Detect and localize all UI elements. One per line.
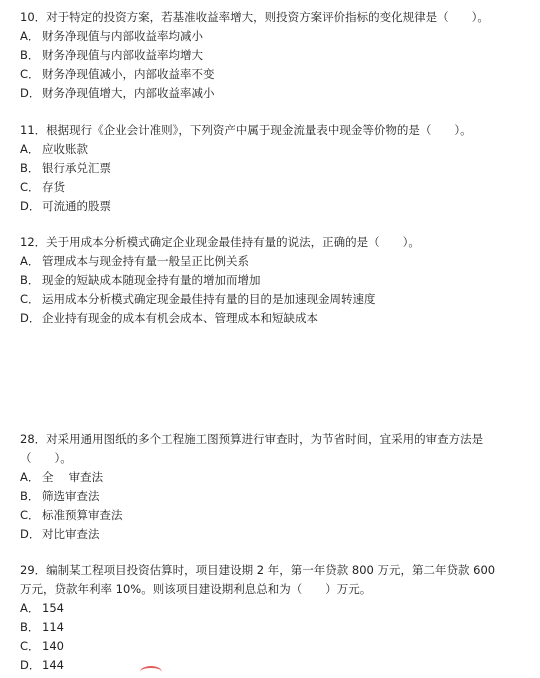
option-letter: A． — [20, 601, 40, 615]
option-text: 现金的短缺成本随现金持有量的增加而增加 — [42, 273, 261, 287]
option-text: 可流通的股票 — [42, 199, 111, 213]
option-c — [20, 65, 535, 84]
option-letter: A． — [20, 29, 40, 43]
option-text: 标准预算审查法 — [42, 508, 123, 522]
option-c — [20, 637, 535, 656]
option-text: 存货 — [42, 180, 65, 194]
option-d — [20, 197, 535, 216]
option-c — [20, 506, 535, 525]
option-a — [20, 599, 535, 618]
option-letter: A． — [20, 470, 40, 484]
option-letter: D． — [20, 86, 41, 100]
question-stem-line-1: 29．编制某工程项目投资估算时，项目建设期 2 年，第一年贷款 800 万元，第二年贷款 600 — [20, 563, 496, 577]
option-text: 企业持有现金的成本有机会成本、管理成本和短缺成本 — [42, 311, 318, 325]
option-text: 财务净现值与内部收益率均增大 — [42, 48, 203, 62]
option-text: 筛选审查法 — [42, 489, 100, 503]
question-stem: 12．关于用成本分析模式确定企业现金最佳持有量的说法，正确的是（ ）。 — [20, 235, 420, 249]
option-text: 财务净现值增大，内部收益率减小 — [42, 86, 215, 100]
option-d — [20, 525, 535, 544]
option-a — [20, 252, 535, 271]
option-letter: B． — [20, 489, 40, 503]
red-arc-mark — [140, 666, 162, 678]
option-text: 140 — [42, 639, 64, 653]
question-11 — [20, 121, 535, 216]
option-b — [20, 487, 535, 506]
option-letter: D． — [20, 527, 41, 541]
option-letter: A． — [20, 142, 40, 156]
option-letter: B． — [20, 161, 40, 175]
option-text: 应收账款 — [42, 142, 88, 156]
question-29 — [20, 561, 535, 675]
option-text: 154 — [42, 601, 64, 615]
option-b — [20, 46, 535, 65]
option-letter: D． — [20, 199, 41, 213]
option-letter: C． — [20, 180, 40, 194]
option-d — [20, 309, 535, 328]
option-b — [20, 618, 535, 637]
option-c — [20, 178, 535, 197]
question-stem-line-2: （ ）。 — [20, 451, 72, 465]
option-letter: B． — [20, 620, 40, 634]
option-letter: D． — [20, 311, 41, 325]
option-letter: B． — [20, 48, 40, 62]
question-stem: 11．根据现行《企业会计准则》，下列资产中属于现金流量表中现金等价物的是（ ）。 — [20, 123, 472, 137]
option-a — [20, 468, 535, 487]
option-b — [20, 159, 535, 178]
option-text: 对比审查法 — [42, 527, 100, 541]
question-28 — [20, 430, 535, 544]
question-stem: 10．对于特定的投资方案，若基准收益率增大，则投资方案评价指标的变化规律是（ ）。 — [20, 10, 489, 24]
option-text: 财务净现值与内部收益率均减小 — [42, 29, 203, 43]
option-text: 全 审查法 — [42, 470, 104, 484]
option-a — [20, 140, 535, 159]
option-text: 银行承兑汇票 — [42, 161, 111, 175]
option-text: 114 — [42, 620, 64, 634]
option-d — [20, 656, 535, 675]
option-letter: C． — [20, 67, 40, 81]
option-text: 财务净现值减小，内部收益率不变 — [42, 67, 215, 81]
option-letter: D． — [20, 658, 41, 672]
option-letter: C． — [20, 508, 40, 522]
option-text: 管理成本与现金持有量一般呈正比例关系 — [42, 254, 249, 268]
option-c — [20, 290, 535, 309]
option-d — [20, 84, 535, 103]
option-letter: A． — [20, 254, 40, 268]
question-12 — [20, 233, 535, 328]
option-b — [20, 271, 535, 290]
option-letter: B． — [20, 273, 40, 287]
option-text: 144 — [42, 658, 64, 672]
option-letter: C． — [20, 292, 40, 306]
option-a — [20, 27, 535, 46]
question-stem-line-1: 28．对采用通用图纸的多个工程施工图预算进行审查时，为节省时间，宜采用的审查方法是 — [20, 432, 484, 446]
question-10 — [20, 8, 535, 103]
option-letter: C． — [20, 639, 40, 653]
option-text: 运用成本分析模式确定现金最佳持有量的目的是加速现金周转速度 — [42, 292, 376, 306]
question-stem-line-2: 万元，贷款年利率 10%。则该项目建设期利息总和为（ ）万元。 — [20, 582, 372, 596]
